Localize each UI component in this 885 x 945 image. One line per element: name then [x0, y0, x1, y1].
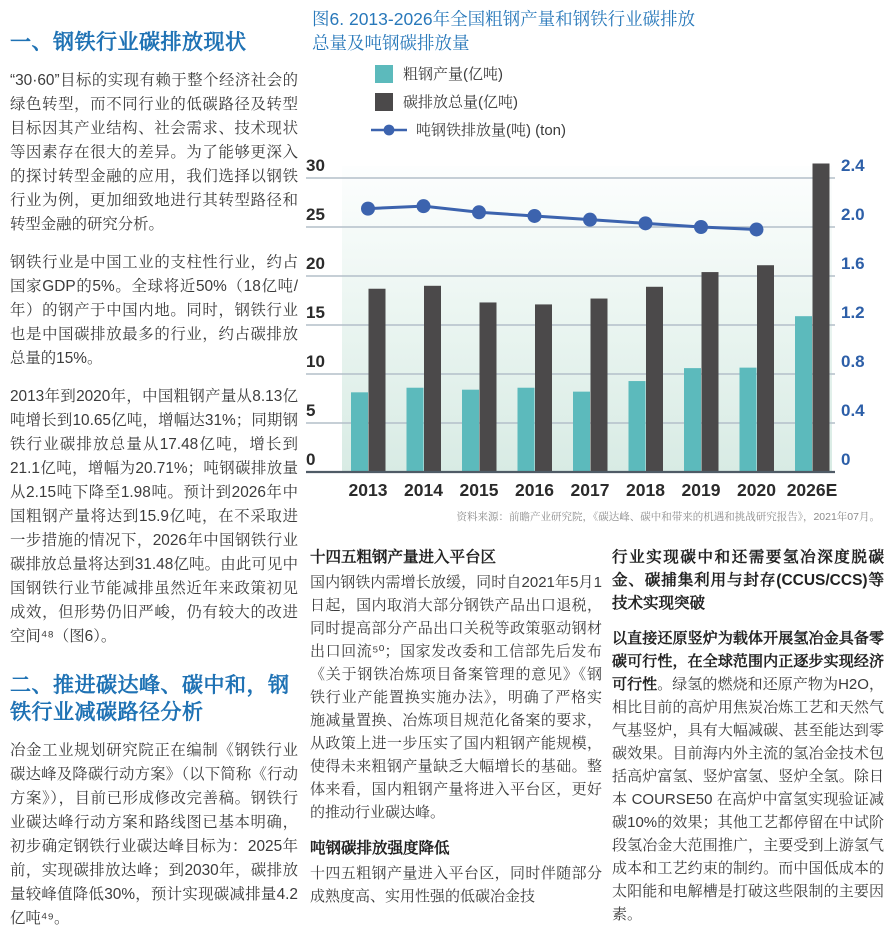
sub-heading-plateau: 十四五粗钢产量进入平台区	[310, 549, 497, 566]
bar-crude-steel-2018	[629, 381, 646, 472]
bar-emissions-2015	[480, 302, 497, 472]
emissions-swatch-icon	[375, 93, 393, 111]
bar-emissions-2019	[702, 272, 719, 472]
middle-paragraph-1: 国内钢铁内需增长放缓，同时自2021年5月1日起，国内取消大部分钢铁产品出口退税，同时提高部分产品出口关税等政策驱动钢材出口回流⁵⁰；国家发改委和工信部先后发布《关于钢铁冶炼项目备案管理的意见》《钢铁行业产能置换实施办法》，明确了严格实施减量置换、冶炼项目规范化备案的要求，从政策上进一步压实了国内粗钢产能规模，使得未来粗钢产量缺乏大幅增长的基础。整体来看，国内粗钢产量将进入平台区，更好的推动行业碳达峰。	[310, 574, 602, 821]
bar-crude-steel-2026E	[795, 316, 812, 472]
bar-crude-steel-2020	[740, 368, 757, 472]
right-paragraph-1	[612, 627, 884, 926]
x-axis-label-2015: 2015	[459, 480, 499, 500]
left-axis-tick-label: 20	[306, 254, 325, 273]
right-axis-tick-label: 1.2	[841, 303, 865, 322]
middle-text-column	[310, 546, 602, 921]
intensity-dot-2019	[694, 220, 708, 234]
sub-heading-ccus: 行业实现碳中和还需要氢冶深度脱碳金、碳捕集利用与封存(CCUS/CCS)等技术实现突破	[612, 549, 884, 612]
intensity-dot-2013	[361, 202, 375, 216]
bar-emissions-2017	[591, 299, 608, 472]
x-axis-label-2018: 2018	[626, 480, 665, 500]
line-marker-icon	[370, 123, 408, 137]
left-axis-tick-label: 10	[306, 352, 325, 371]
x-axis-label-2017: 2017	[570, 480, 610, 500]
left-axis-tick-label: 30	[306, 156, 325, 175]
intensity-dot-2020	[750, 222, 764, 236]
intensity-dot-2017	[583, 213, 597, 227]
legend-item-emissions	[375, 92, 675, 111]
legend-item-crude-steel	[375, 64, 675, 83]
figure6-chart-canvas	[298, 150, 885, 508]
figure-caption-line1: 图6. 2013-2026年全国粗钢产量和钢铁行业碳排放	[312, 9, 696, 29]
x-axis-label-2020: 2020	[737, 480, 776, 500]
bar-emissions-2014	[424, 286, 441, 472]
left-paragraph-2: 钢铁行业是中国工业的支柱性行业，约占国家GDP的5%。全球将近50%（18亿吨/年）的钢产于中国内地。同时，钢铁行业也是中国碳排放最多的行业，约占碳排放总量的15%。	[10, 253, 298, 367]
right-axis-tick-label: 2.0	[841, 205, 865, 224]
bar-crude-steel-2013	[351, 392, 368, 472]
crude-steel-swatch-icon	[375, 65, 393, 83]
figure-caption-line2: 总量及吨钢碳排放量	[312, 32, 470, 53]
x-axis-label-2026E: 2026E	[786, 480, 838, 500]
intensity-dot-2018	[639, 216, 653, 230]
x-axis-label-2016: 2016	[515, 480, 554, 500]
legend-label: 粗钢产量(亿吨)	[403, 66, 503, 83]
bar-crude-steel-2016	[518, 388, 535, 472]
bar-emissions-2020	[757, 265, 774, 472]
legend-item-intensity	[375, 120, 675, 139]
section-heading-1: 一、钢铁行业碳排放现状	[10, 31, 247, 54]
figure6-chart	[298, 150, 885, 508]
x-axis-label-2019: 2019	[681, 480, 721, 500]
left-axis-tick-label: 0	[306, 450, 316, 469]
bar-crude-steel-2019	[684, 368, 701, 472]
chart-legend	[375, 64, 675, 148]
right-text-column	[612, 546, 884, 939]
intensity-dot-2015	[472, 205, 486, 219]
middle-paragraph-2: 十四五粗钢产量进入平台区，同时伴随部分成熟度高、实用性强的低碳冶金技	[310, 865, 602, 905]
right-axis-tick-label: 0.4	[841, 401, 865, 420]
right-axis-tick-label: 2.4	[841, 156, 865, 175]
bar-crude-steel-2014	[407, 388, 424, 472]
bar-emissions-2016	[535, 304, 552, 472]
intensity-dot-2014	[417, 199, 431, 213]
sub-heading-intensity: 吨钢碳排放强度降低	[310, 840, 450, 857]
left-axis-tick-label: 5	[306, 401, 316, 420]
legend-label: 碳排放总量(亿吨)	[403, 94, 518, 111]
left-text-column	[10, 30, 298, 945]
left-paragraph-1: “30·60”目标的实现有赖于整个经济社会的绿色转型，而不同行业的低碳路径及转型目标因其产业结构、社会需求、技术现状等因素存在很大的差异。为了能够更深入的探讨转型金融的应用，我们选择以钢铁行业为例，更加细致地进行其转型路径和转型金融的研究分析。	[10, 71, 298, 233]
right-axis-tick-label: 1.6	[841, 254, 865, 273]
bar-emissions-2026E	[813, 163, 830, 472]
bar-crude-steel-2017	[573, 392, 590, 472]
intensity-dot-2016	[528, 209, 542, 223]
x-axis-label-2013: 2013	[348, 480, 388, 500]
bar-emissions-2013	[369, 289, 386, 472]
figure-caption	[312, 8, 812, 55]
x-axis-label-2014: 2014	[404, 480, 443, 500]
left-paragraph-3: 2013年到2020年，中国粗钢产量从8.13亿吨增长到10.65亿吨，增幅达31%；同期钢铁行业碳排放总量从17.48亿吨，增长到21.1亿吨，增幅为20.71%；吨钢碳排放量从2.15吨下降至1.98吨。预计到2026年中国粗钢产量将达到15.9亿吨，在不采取进一步措施的情况下，2026年中国钢铁行业碳排放总量将达到31.48亿吨。由此可见中国钢铁行业节能减排虽然近年来政策初见成效，但形势仍旧严峻，仍有较大的改进空间⁴⁸（图6）。	[10, 387, 298, 645]
right-paragraph-rest: 。绿氢的燃烧和还原产物为H2O，相比目前的高炉用焦炭冶炼工艺和天然气气基竖炉，具有大幅减碳、甚至能达到零碳效果。目前海内外主流的氢冶金技术包括高炉富氢、竖炉富氢、竖炉全氢。除日本 COURSE50 在高炉中富氢实现验证减碳10%的效果；其他工艺都停留在中试阶段氢冶金大范围推广，主要受到上游氢气成本和工艺约束的制约。而中国低成本的太阳能和电解槽是打破这些限制的主要因素。	[612, 676, 884, 923]
left-axis-tick-label: 15	[306, 303, 325, 322]
figure-source: 资料来源：前瞻产业研究院，《碳达峰、碳中和带来的机遇和挑战研究报告》，2021年07月。	[456, 511, 880, 523]
right-paragraph-bold-lead: 以直接还原竖炉为载体开展氢冶金具备零碳可行性，在全球范围内正逐步实现经济可行性	[612, 630, 884, 693]
right-axis-tick-label: 0	[841, 450, 851, 469]
bar-crude-steel-2015	[462, 390, 479, 472]
right-axis-tick-label: 0.8	[841, 352, 865, 371]
left-axis-tick-label: 25	[306, 205, 325, 224]
legend-label: 吨钢铁排放量(吨) (ton)	[416, 122, 567, 139]
left-paragraph-4: 冶金工业规划研究院正在编制《钢铁行业碳达峰及降碳行动方案》（以下简称《行动方案》），目前已形成修改完善稿。钢铁行业碳达峰行动方案和路线图已基本明确，初步确定钢铁行业碳达峰目标为：2025年前，实现碳排放达峰；到2030年，碳排放量较峰值降低30%，预计实现碳减排量4.2亿吨⁴⁹。	[10, 741, 298, 927]
bar-emissions-2018	[646, 287, 663, 472]
section-heading-2: 二、推进碳达峰、碳中和，钢铁行业减碳路径分析	[10, 673, 290, 724]
